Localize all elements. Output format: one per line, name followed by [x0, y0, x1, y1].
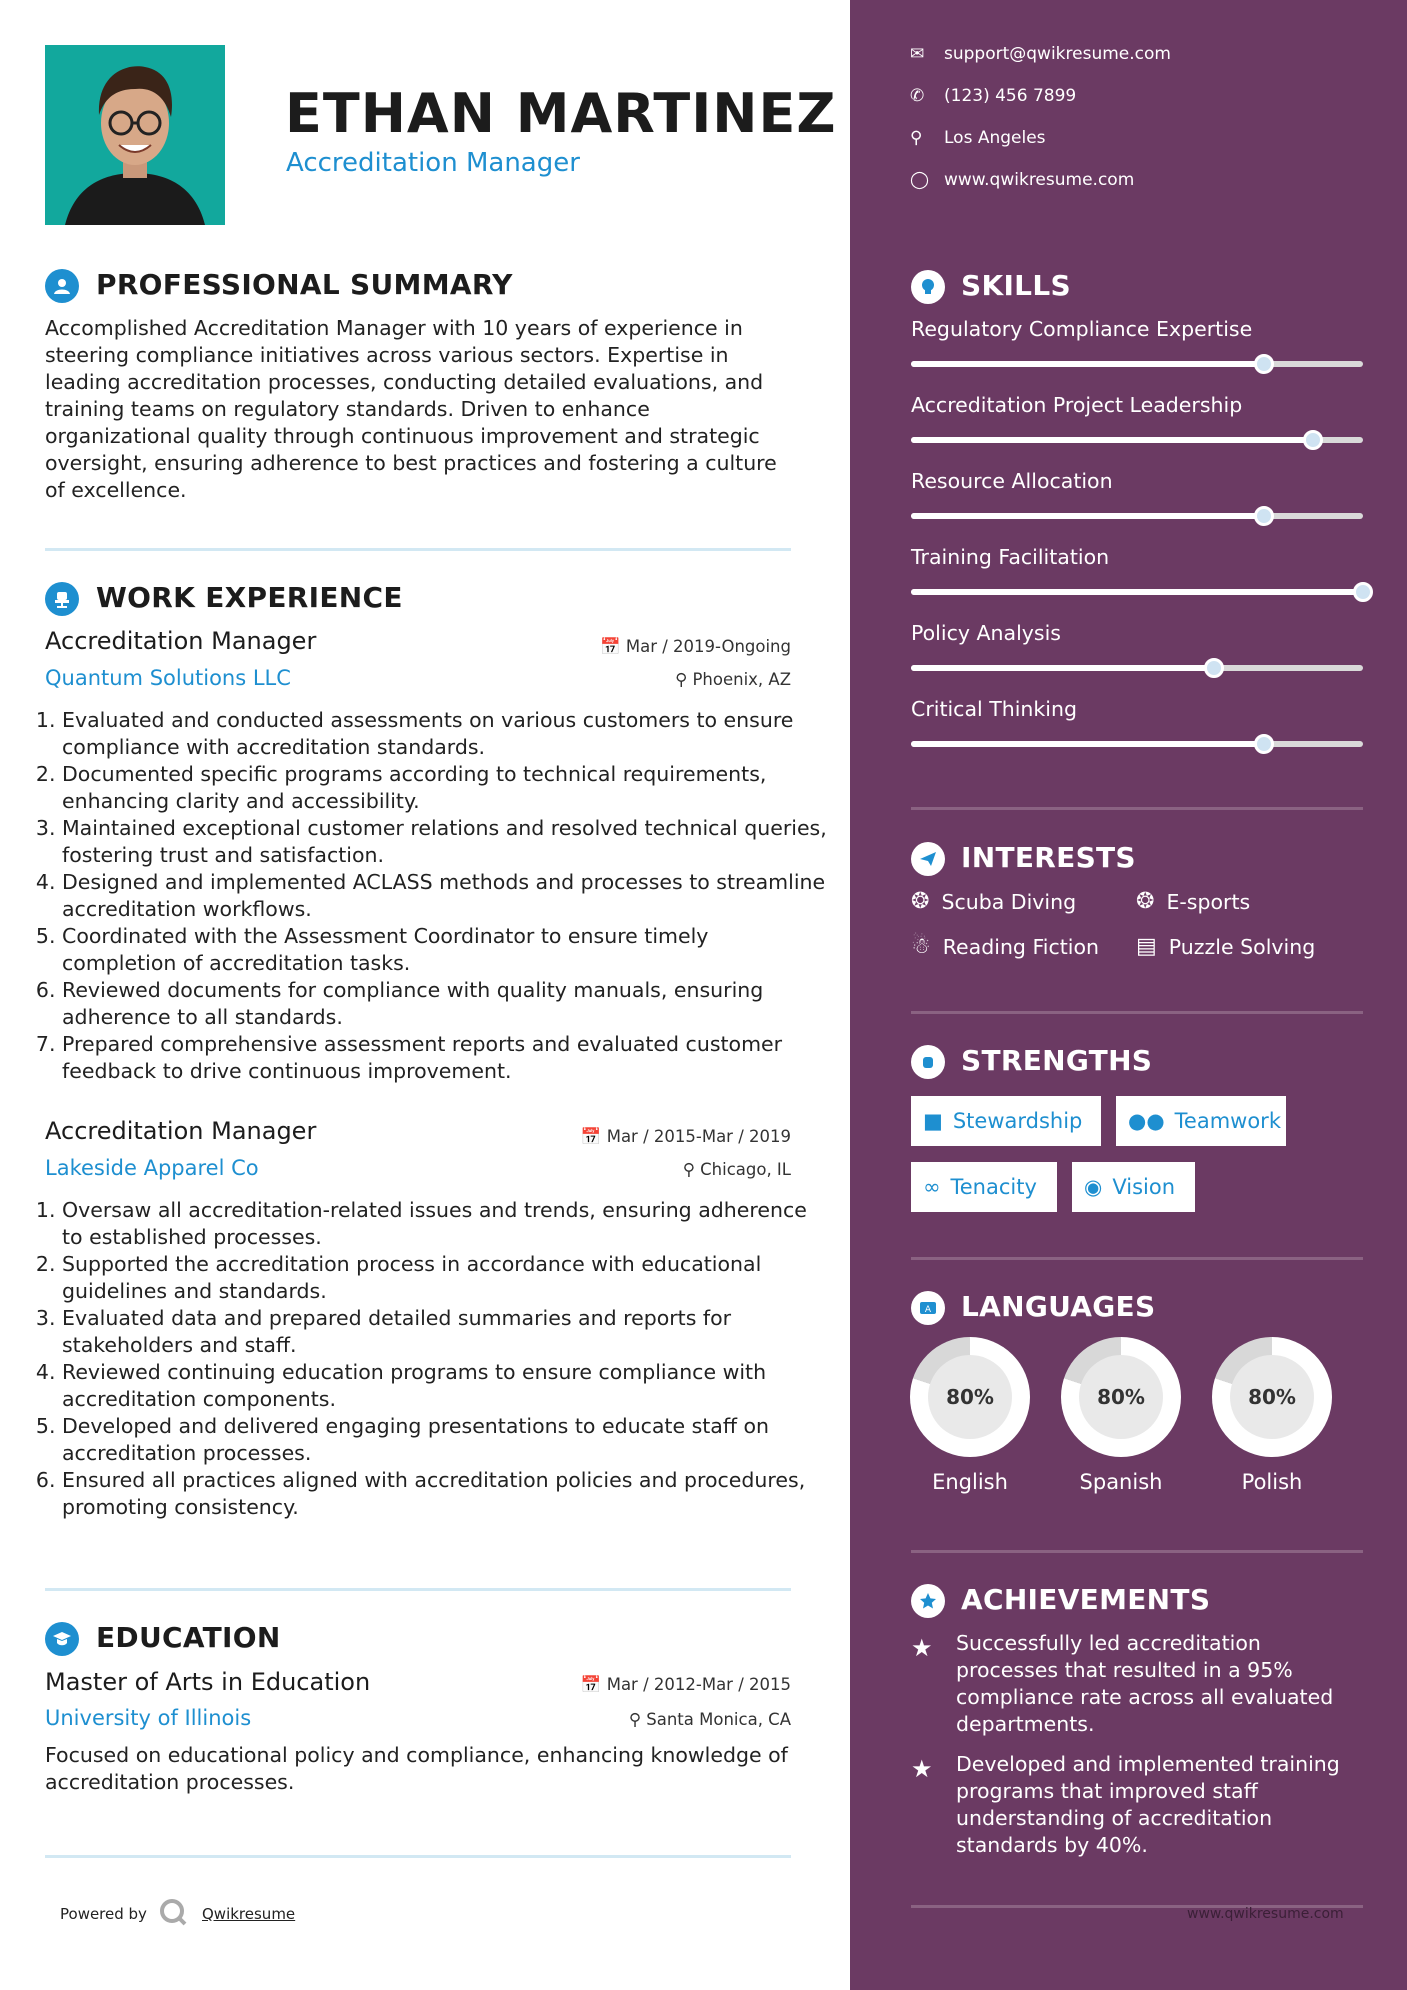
link-icon: ∞ [923, 1175, 941, 1199]
candidate-name: ETHAN MARTINEZ [285, 82, 837, 145]
candidate-role: Accreditation Manager [286, 148, 580, 178]
job-title: Accreditation Manager [45, 627, 317, 655]
briefcase-icon: ■ [923, 1109, 943, 1133]
list-item: 2. Supported the accreditation process in accordance with educational guidelines and standards. [62, 1251, 827, 1305]
pin-icon: ⚲ [675, 670, 693, 689]
powered-by-label: Powered by [60, 1905, 147, 1923]
skill-bar [911, 361, 1363, 367]
language-name: English [932, 1470, 1008, 1494]
list-item: 6. Ensured all practices aligned with accreditation policies and procedures, promoting consistency. [62, 1467, 827, 1521]
list-item: 4. Reviewed continuing education programs to ensure compliance with accreditation components. [62, 1359, 827, 1413]
life-ring-icon: ❂ [1136, 889, 1155, 914]
user-icon [45, 269, 79, 303]
qwikresume-logo-icon [158, 1897, 188, 1931]
language-ring [1212, 1337, 1332, 1457]
skill-bar-knob [1254, 354, 1274, 374]
list-item: 5. Coordinated with the Assessment Coordinator to ensure timely completion of accreditation tasks. [62, 923, 827, 977]
experience-heading: WORK EXPERIENCE [96, 581, 403, 614]
profile-photo [45, 45, 225, 225]
lightbulb-icon [911, 270, 945, 304]
skill-label: Critical Thinking [911, 697, 1077, 721]
list-item: 3. Evaluated data and prepared detailed summaries and reports for stakeholders and staff. [62, 1305, 827, 1359]
contact-website[interactable]: ◯ www.qwikresume.com [910, 170, 1135, 190]
pin-icon: ⚲ [682, 1160, 701, 1179]
summary-text: Accomplished Accreditation Manager with 10 years of experience in steering compliance initiatives across various sectors. Expertise in leading accreditation processes, conducting detailed evaluations, and training teams on regulatory standards. Driven to enhance organizational quality through continuous improvement and strategic oversight, ensuring adherence to best practices and fostering a culture of excellence. [45, 316, 777, 502]
book-icon: ▤ [1136, 934, 1157, 959]
summary-heading: PROFESSIONAL SUMMARY [96, 268, 513, 301]
list-item: 4. Designed and implemented ACLASS methods and processes to streamline accreditation workflows. [62, 869, 827, 923]
envelope-icon: ✉ [910, 44, 925, 64]
interests-heading: INTERESTS [961, 841, 1136, 874]
map-marker-icon: ⚲ [910, 128, 923, 148]
skill-bar [911, 741, 1363, 747]
skill-bar-fill [911, 513, 1264, 519]
skill-bar [911, 589, 1363, 595]
skill-bar [911, 665, 1363, 671]
gamepad-icon: ☃ [911, 934, 931, 959]
strength-badge: ◉ Vision [1072, 1162, 1195, 1212]
achievement-item: Successfully led accreditation processes that resulted in a 95% compliance rate across all evaluated departments. [956, 1631, 1334, 1736]
strength-badge: ●● Teamwork [1116, 1096, 1286, 1146]
skill-bar-fill [911, 741, 1264, 747]
interest-item: ❂ Scuba Diving [911, 889, 1077, 914]
education-dates: 📅 Mar / 2012-Mar / 2015 [580, 1675, 791, 1694]
skill-label: Regulatory Compliance Expertise [911, 317, 1253, 341]
skill-bar-fill [911, 437, 1313, 443]
job-duties-list [32, 1197, 827, 1521]
strength-badge: ■ Stewardship [911, 1096, 1101, 1146]
language-percent: 80% [1079, 1355, 1163, 1439]
star-icon: ★ [911, 1634, 933, 1662]
section-divider [45, 1855, 791, 1858]
education-description: Focused on educational policy and compliance, enhancing knowledge of accreditation processes. [45, 1743, 788, 1794]
calendar-icon: 📅 [580, 1127, 607, 1146]
interest-item: ▤ Puzzle Solving [1136, 934, 1316, 959]
education-heading: EDUCATION [96, 1621, 281, 1654]
skill-bar [911, 437, 1363, 443]
interest-item: ☃ Reading Fiction [911, 934, 1099, 959]
translate-icon [911, 1291, 945, 1325]
skill-label: Training Facilitation [911, 545, 1110, 569]
skill-label: Policy Analysis [911, 621, 1061, 645]
company-name: Quantum Solutions LLC [45, 666, 291, 690]
job-duties-list [32, 707, 827, 1085]
skill-bar [911, 513, 1363, 519]
languages-heading: LANGUAGES [961, 1290, 1156, 1323]
job-title: Accreditation Manager [45, 1117, 317, 1145]
degree-title: Master of Arts in Education [45, 1668, 371, 1696]
skill-bar-fill [911, 665, 1214, 671]
language-name: Polish [1241, 1470, 1303, 1494]
globe-icon: ◯ [910, 170, 930, 190]
qwikresume-link[interactable]: Qwikresume [202, 1905, 296, 1923]
skill-bar-knob [1353, 582, 1373, 602]
school-name: University of Illinois [45, 1706, 252, 1730]
achievements-heading: ACHIEVEMENTS [961, 1583, 1211, 1616]
language-percent: 80% [928, 1355, 1012, 1439]
skill-bar-knob [1204, 658, 1224, 678]
list-item: 6. Reviewed documents for compliance with quality manuals, ensuring adherence to all standards. [62, 977, 827, 1031]
life-ring-icon: ❂ [911, 889, 930, 914]
skill-label: Accreditation Project Leadership [911, 393, 1243, 417]
sidebar-divider [911, 1011, 1363, 1014]
list-item: 1. Oversaw all accreditation-related issues and trends, ensuring adherence to established processes. [62, 1197, 827, 1251]
language-ring [1061, 1337, 1181, 1457]
skill-bar-fill [911, 361, 1264, 367]
job-location: ⚲ Phoenix, AZ [675, 670, 791, 689]
svg-text:A: A [924, 1305, 932, 1315]
skill-label: Resource Allocation [911, 469, 1113, 493]
section-divider [45, 1588, 791, 1591]
graduate-icon [45, 1622, 79, 1656]
interest-item: ❂ E-sports [1136, 889, 1251, 914]
sidebar-divider [911, 1257, 1363, 1260]
language-name: Spanish [1079, 1470, 1163, 1494]
contact-location: ⚲ Los Angeles [910, 128, 1046, 148]
skills-heading: SKILLS [961, 269, 1071, 302]
watermark: www.qwikresume.com [1187, 1906, 1344, 1922]
fist-icon [911, 1045, 945, 1079]
strength-badge: ∞ Tenacity [911, 1162, 1057, 1212]
skill-bar-knob [1254, 734, 1274, 754]
education-location: ⚲ Santa Monica, CA [628, 1710, 791, 1729]
pin-icon: ⚲ [628, 1710, 647, 1729]
binoculars-icon: ◉ [1084, 1175, 1103, 1199]
skill-bar-fill [911, 589, 1363, 595]
skill-bar-knob [1254, 506, 1274, 526]
users-icon: ●● [1128, 1109, 1165, 1133]
paper-plane-icon [911, 842, 945, 876]
section-divider [45, 548, 791, 551]
contact-phone[interactable]: ✆ (123) 456 7899 [910, 86, 1077, 106]
briefcase-chair-icon [45, 582, 79, 616]
strengths-heading: STRENGTHS [961, 1044, 1153, 1077]
job-dates: 📅 Mar / 2019-Ongoing [600, 637, 791, 656]
job-dates: 📅 Mar / 2015-Mar / 2019 [580, 1127, 791, 1146]
language-percent: 80% [1230, 1355, 1314, 1439]
sidebar-divider [911, 1550, 1363, 1553]
contact-email[interactable]: ✉ support@qwikresume.com [910, 44, 1171, 64]
sidebar-divider [911, 807, 1363, 810]
company-name: Lakeside Apparel Co [45, 1156, 259, 1180]
list-item: 3. Maintained exceptional customer relations and resolved technical queries, fostering trust and satisfaction. [62, 815, 827, 869]
job-location: ⚲ Chicago, IL [682, 1160, 791, 1179]
star-icon: ★ [911, 1755, 933, 1783]
list-item: 1. Evaluated and conducted assessments on various customers to ensure compliance with accreditation standards. [62, 707, 827, 761]
star-icon [911, 1584, 945, 1618]
list-item: 7. Prepared comprehensive assessment reports and evaluated customer feedback to drive continuous improvement. [62, 1031, 827, 1085]
achievement-item: Developed and implemented training programs that improved staff understanding of accreditation standards by 40%. [956, 1752, 1340, 1857]
phone-icon: ✆ [910, 86, 925, 106]
list-item: 5. Developed and delivered engaging presentations to educate staff on accreditation processes. [62, 1413, 827, 1467]
calendar-icon: 📅 [580, 1675, 607, 1694]
calendar-icon: 📅 [600, 637, 626, 656]
language-ring [910, 1337, 1030, 1457]
list-item: 2. Documented specific programs according to technical requirements, enhancing clarity and accessibility. [62, 761, 827, 815]
